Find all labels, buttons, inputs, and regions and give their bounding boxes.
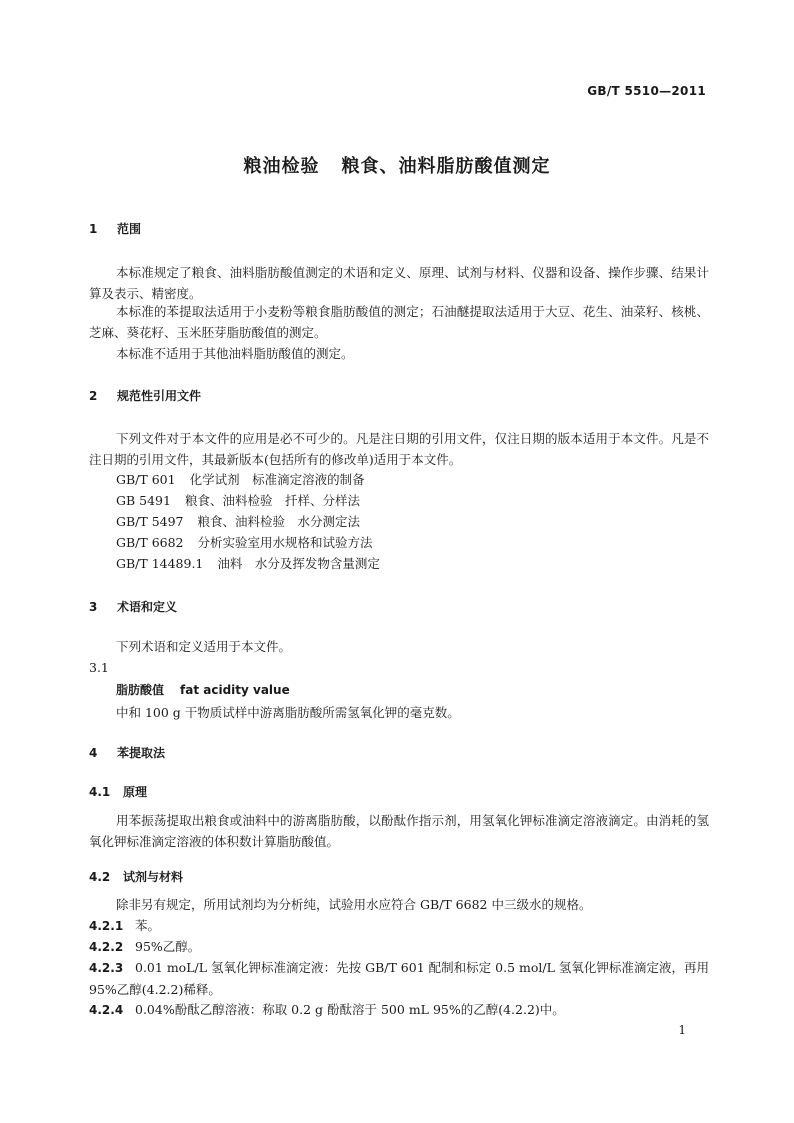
- reference-code: GB/T 601: [116, 472, 176, 487]
- item-number: 4.2.4: [89, 1003, 124, 1017]
- section-title: 规范性引用文件: [117, 389, 202, 403]
- reference-name: 化学试剂 标准滴定溶液的制备: [189, 472, 365, 487]
- reference-name: 油料 水分及挥发物含量测定: [217, 556, 380, 571]
- section-number: 4.2: [89, 870, 111, 884]
- term-number: 3.1: [89, 660, 109, 675]
- section-4-2-paragraph: 除非另有规定，所用试剂均为分析纯，试验用水应符合 GB/T 6682 中三级水的规格。: [116, 897, 592, 912]
- page-number: 1: [678, 1023, 686, 1037]
- reference-code: GB 5491: [116, 493, 171, 508]
- reference-code: GB/T 6682: [116, 535, 184, 550]
- section-title: 苯提取法: [117, 746, 166, 760]
- term-definition: 中和 100 g 干物质试样中游离脂肪酸所需氢氧化钾的毫克数。: [116, 705, 460, 720]
- section-1-heading: [89, 220, 141, 237]
- reference-name: 分析实验室用水规格和试验方法: [197, 535, 373, 550]
- item-number: 4.2.1: [89, 919, 124, 933]
- title-right: 粮食、油料脂肪酸值测定: [341, 156, 551, 177]
- reference-item: [116, 533, 373, 551]
- reference-item: [116, 491, 360, 509]
- section-number: 4: [89, 746, 98, 760]
- reference-item: [116, 512, 360, 530]
- section-title: 试剂与材料: [123, 870, 184, 884]
- term-english: fat acidity value: [180, 683, 290, 697]
- reference-name: 粮食、油料检验 扦样、分样法: [184, 493, 360, 508]
- section-2-heading: [89, 387, 201, 404]
- section-1-paragraph-3: 本标准不适用于其他油料脂肪酸值的测定。: [116, 346, 354, 361]
- section-title: 范围: [117, 222, 142, 236]
- section-4-1-paragraph: 用苯振荡提取出粮食或油料中的游离脂肪酸，以酚酞作指示剂，用氢氧化钾标准滴定溶液滴定。由消耗的氢氧化钾标准滴定溶液的体积数计算脂肪酸值。: [89, 813, 709, 849]
- item-text: 0.01 moL/L 氢氧化钾标准滴定液：先按 GB/T 601 配制和标定 0.5 mol/L 氢氧化钾标准滴定液，再用 95%乙醇(4.2.2)稀释。: [89, 960, 709, 997]
- section-title: 原理: [123, 785, 148, 799]
- section-title: 术语和定义: [117, 600, 178, 614]
- reference-code: GB/T 14489.1: [116, 556, 204, 571]
- reference-code: GB/T 5497: [116, 514, 184, 529]
- reference-name: 粮食、油料检验 水分测定法: [197, 514, 361, 529]
- page-title: [0, 152, 794, 178]
- section-number: 1: [89, 222, 98, 236]
- title-left: 粮油检验: [243, 156, 320, 177]
- standard-code: GB/T 5510—2011: [587, 84, 706, 98]
- reference-item: [116, 554, 380, 572]
- section-number: 4.1: [89, 785, 111, 799]
- item-number: 4.2.3: [89, 961, 124, 975]
- item-number: 4.2.2: [89, 940, 124, 954]
- item-text: 0.04%酚酞乙醇溶液：称取 0.2 g 酚酞溶于 500 mL 95%的乙醇(4.2.2)中。: [135, 1002, 565, 1017]
- term-heading: [116, 681, 290, 698]
- section-2-paragraph-1: 下列文件对于本文件的应用是必不可少的。凡是注日期的引用文件，仅注日期的版本适用于本文件。凡是不注日期的引用文件，其最新版本(包括所有的修改单)适用于本文件。: [89, 431, 709, 467]
- list-item: [89, 999, 709, 1021]
- section-4-1-heading: [89, 783, 147, 800]
- section-number: 2: [89, 389, 98, 403]
- section-3-heading: [89, 598, 177, 615]
- section-4-heading: [89, 744, 165, 761]
- section-1-paragraph-2: 本标准的苯提取法适用于小麦粉等粮食脂肪酸值的测定；石油醚提取法适用于大豆、花生、油菜籽、核桃、芝麻、葵花籽、玉米胚芽脂肪酸值的测定。: [89, 304, 709, 340]
- section-3-paragraph-1: 下列术语和定义适用于本文件。: [116, 639, 292, 654]
- list-item: [89, 957, 709, 1000]
- item-text: 苯。: [135, 918, 161, 933]
- list-item: [89, 915, 709, 937]
- section-4-2-heading: [89, 868, 183, 885]
- section-1-paragraph-1: 本标准规定了粮食、油料脂肪酸值测定的术语和定义、原理、试剂与材料、仪器和设备、操作步骤、结果计算及表示、精密度。: [89, 265, 709, 301]
- list-item: [89, 936, 709, 958]
- section-number: 3: [89, 600, 98, 614]
- item-text: 95%乙醇。: [135, 939, 201, 954]
- term-chinese: 脂肪酸值: [116, 683, 165, 697]
- reference-item: [116, 470, 365, 488]
